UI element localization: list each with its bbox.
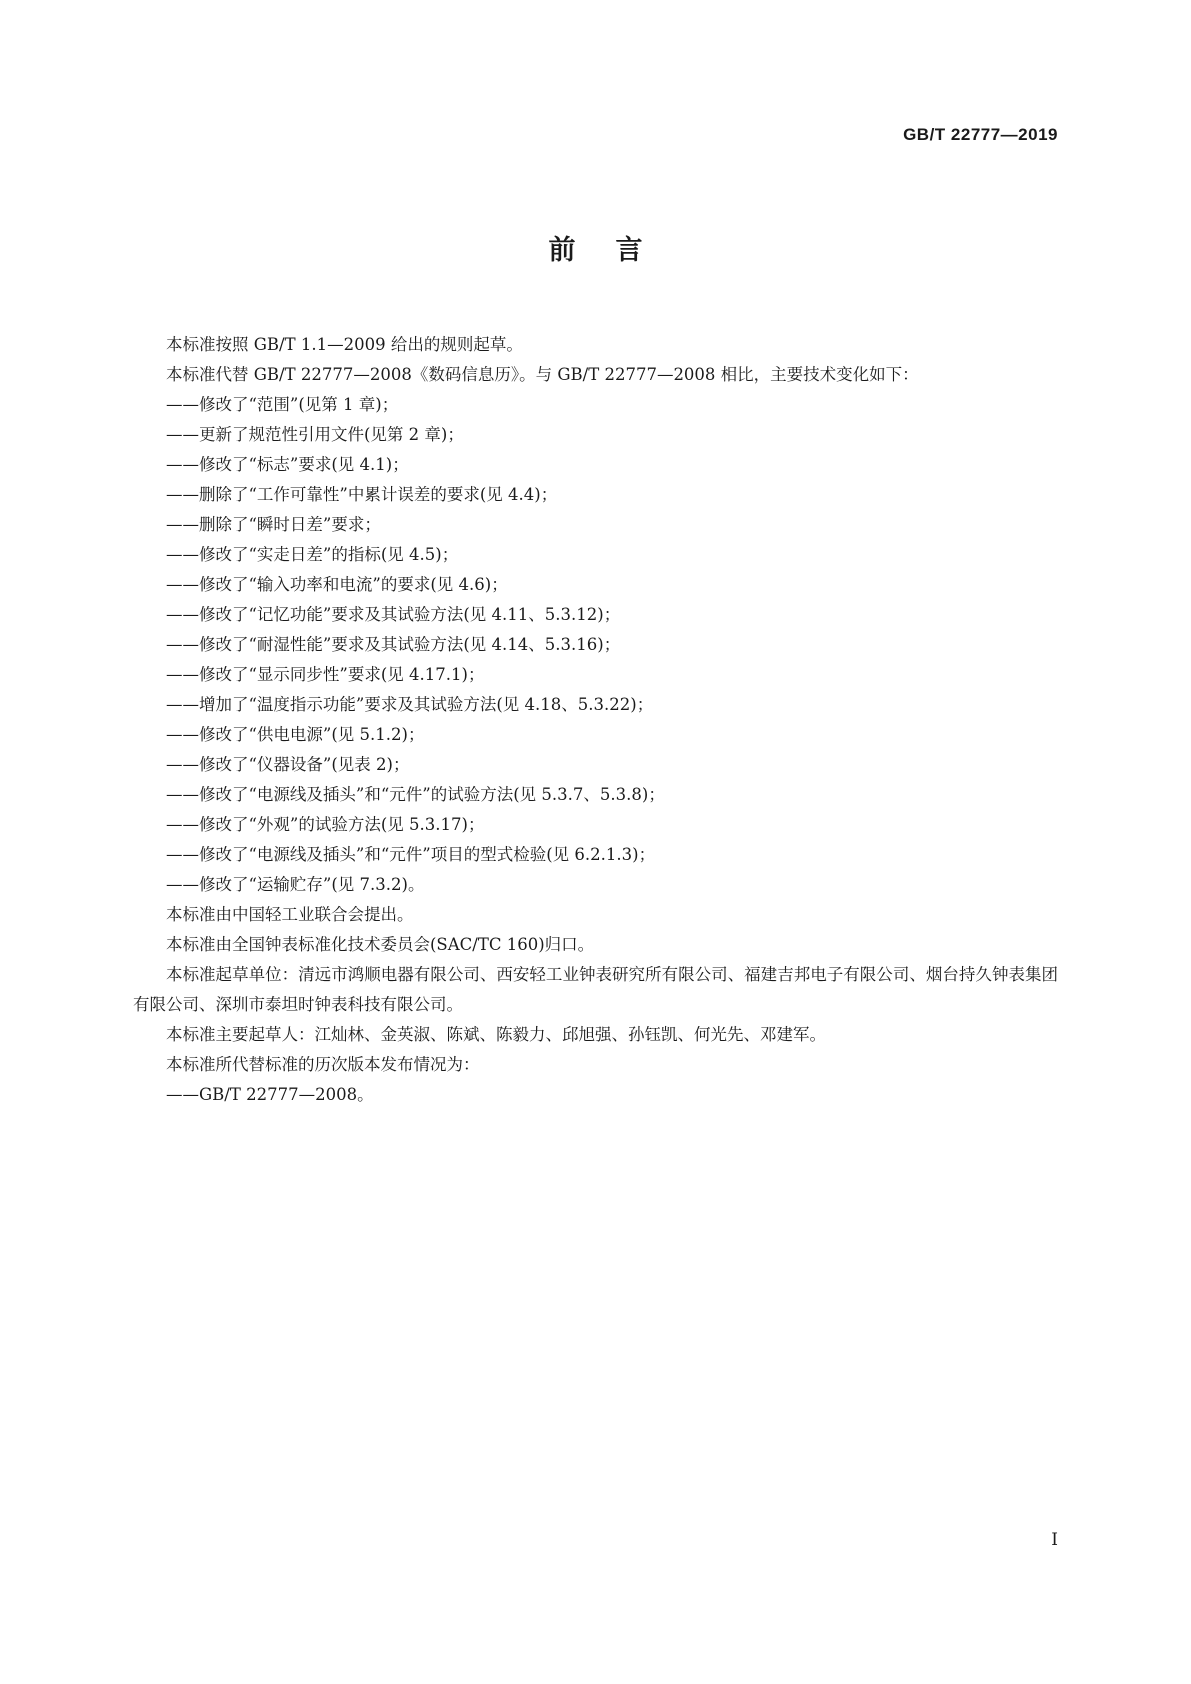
- list-item-history: ——GB/T 22777—2008。: [166, 1085, 374, 1104]
- page-title: 前言: [548, 235, 683, 266]
- paragraph-drafting-units: 本标准起草单位：清远市鸿顺电器有限公司、西安轻工业钟表研究所有限公司、福建吉邦电子有限公司、烟台持久钟表集团有限公司、深圳市泰坦时钟表科技有限公司。: [133, 965, 1058, 1014]
- list-item-change: ——修改了“显示同步性”要求(见 4.17.1)；: [166, 665, 485, 684]
- list-item-change: ——修改了“范围”(见第 1 章)；: [166, 395, 399, 414]
- paragraph-replaces: 本标准代替 GB/T 22777—2008《数码信息历》。与 GB/T 22777—2008 相比，主要技术变化如下：: [166, 365, 919, 384]
- list-item-change: ——修改了“输入功率和电流”的要求(见 4.6)；: [166, 575, 508, 594]
- list-item-change: ——修改了“仪器设备”(见表 2)；: [166, 755, 410, 774]
- list-item-change: ——删除了“工作可靠性”中累计误差的要求(见 4.4)；: [166, 485, 558, 504]
- page-number: I: [1051, 1530, 1058, 1550]
- list-item-change: ——修改了“运输贮存”(见 7.3.2)。: [166, 875, 425, 894]
- list-item-change: ——修改了“标志”要求(见 4.1)；: [166, 455, 409, 474]
- list-item-change: ——删除了“瞬时日差”要求；: [166, 515, 381, 534]
- paragraph-history-intro: 本标准所代替标准的历次版本发布情况为：: [166, 1055, 480, 1074]
- list-item-change: ——修改了“实走日差”的指标(见 4.5)；: [166, 545, 459, 564]
- list-item-change: ——修改了“电源线及插头”和“元件”的试验方法(见 5.3.7、5.3.8)；: [166, 785, 665, 804]
- paragraph-drafters: 本标准主要起草人：江灿林、金英淑、陈斌、陈毅力、邱旭强、孙钰凯、何光先、邓建军。: [166, 1025, 826, 1044]
- list-item-change: ——修改了“供电电源”(见 5.1.2)；: [166, 725, 425, 744]
- foreword-body: [133, 330, 1058, 1110]
- paragraph-drafting-rules: 本标准按照 GB/T 1.1—2009 给出的规则起草。: [166, 335, 523, 354]
- list-item-change: ——增加了“温度指示功能”要求及其试验方法(见 4.18、5.3.22)；: [166, 695, 654, 714]
- list-item-change: ——修改了“外观”的试验方法(见 5.3.17)；: [166, 815, 485, 834]
- list-item-change: ——修改了“耐湿性能”要求及其试验方法(见 4.14、5.3.16)；: [166, 635, 621, 654]
- paragraph-administered-by: 本标准由全国钟表标准化技术委员会(SAC/TC 160)归口。: [166, 935, 595, 954]
- standard-code: GB/T 22777—2019: [903, 125, 1058, 144]
- list-item-change: ——更新了规范性引用文件(见第 2 章)；: [166, 425, 464, 444]
- list-item-change: ——修改了“电源线及插头”和“元件”项目的型式检验(见 6.2.1.3)；: [166, 845, 656, 864]
- paragraph-proposed-by: 本标准由中国轻工业联合会提出。: [166, 905, 414, 924]
- list-item-change: ——修改了“记忆功能”要求及其试验方法(见 4.11、5.3.12)；: [166, 605, 621, 624]
